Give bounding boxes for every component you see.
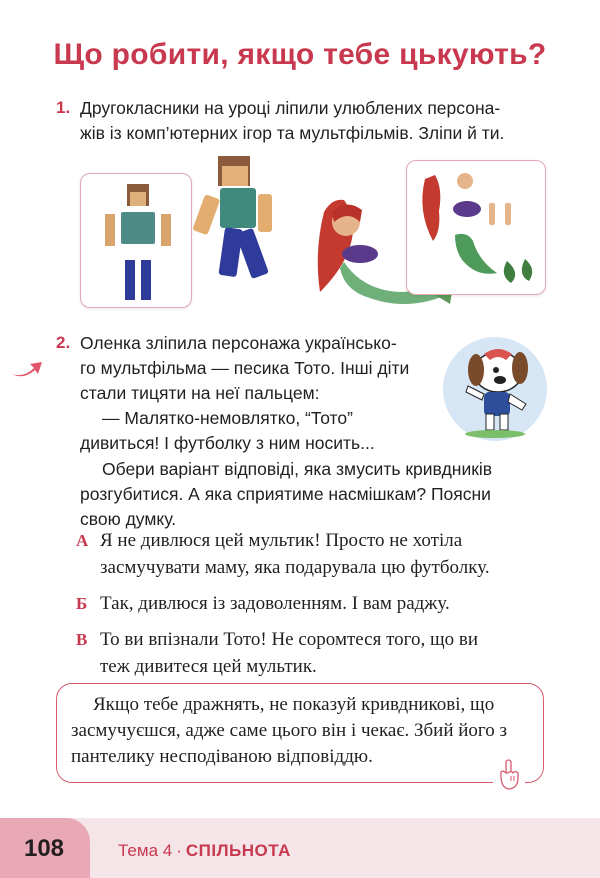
section-label: СПІЛЬНОТА — [185, 841, 291, 860]
minecraft-parts-photo — [80, 173, 192, 308]
option-line: То ви впізнали Тото! Не соромтеся того, що ви — [100, 629, 478, 650]
task-1-line: Другокласники на уроці ліпили улюблених персона- — [80, 98, 501, 118]
option-line: Так, дивлюся із задоволенням. І вам раджу. — [100, 593, 450, 614]
separator-dot: · — [176, 841, 182, 860]
mermaid-parts-photo — [406, 160, 546, 295]
pointing-hand-icon — [493, 758, 525, 792]
task-2-text — [80, 331, 450, 456]
toto-dog-illustration — [440, 334, 550, 444]
task-2-question — [80, 457, 580, 532]
task-1-line: жів із комп’ютерних ігор та мультфільмів. Зліпи й ти. — [80, 123, 505, 143]
task-2-number: 2. — [56, 333, 71, 352]
page-title: Що робити, якщо тебе цькують? — [53, 38, 547, 71]
option-letter: В — [76, 630, 88, 649]
clay-mermaid-parts-illustration — [407, 161, 546, 295]
question-line: свою думку. — [80, 509, 177, 529]
option-text — [100, 626, 478, 680]
minecraft-clay-figure-illustration — [192, 150, 282, 295]
option-line: засмучувати маму, яка подарувала цю футболку. — [100, 557, 490, 578]
option-text — [100, 527, 490, 581]
page-number: 108 — [23, 835, 65, 862]
advice-box — [56, 683, 544, 783]
task-pointer-arrow-icon — [10, 356, 44, 382]
task-2-line: стали тицяти на неї пальцем: — [80, 383, 320, 403]
option-line: Я не дивлюся цей мультик! Просто не хотіла — [100, 530, 463, 551]
task-1-number: 1. — [56, 98, 71, 117]
task-2-line: — Малятко-немовлятко, “Тото” — [102, 408, 353, 428]
answer-option-v — [76, 626, 576, 680]
topic-label: Тема 4 — [118, 841, 173, 860]
question-line: розгубитися. А яка сприятиме насмішкам? Поясни — [80, 484, 491, 504]
answer-option-a — [76, 527, 576, 581]
task-2-line: дивиться! І футболку з ним носить... — [80, 433, 375, 453]
advice-text: Якщо тебе дражнять, не показуй кривдникові, що засмучуєшся, адже саме цього він і чекає. Збий його з пантелику несподіваною відповіддю. — [71, 694, 508, 767]
option-letter: А — [76, 531, 89, 550]
question-line: Обери варіант відповіді, яка змусить кривдників — [102, 459, 493, 479]
task-2-line: го мультфільма — песика Тото. Інші діти — [80, 358, 410, 378]
footer-bar — [0, 818, 600, 878]
option-letter: Б — [76, 594, 88, 613]
task-2-line: Оленка зліпила персонажа українсько- — [80, 333, 397, 353]
answer-options — [76, 527, 576, 689]
answer-option-b — [76, 590, 576, 617]
option-line: теж дивитеся цей мультик. — [100, 656, 317, 677]
clay-figure-parts-illustration — [81, 174, 192, 308]
task-1-text — [80, 96, 580, 146]
option-text — [100, 590, 450, 617]
footer-topic — [118, 841, 291, 861]
